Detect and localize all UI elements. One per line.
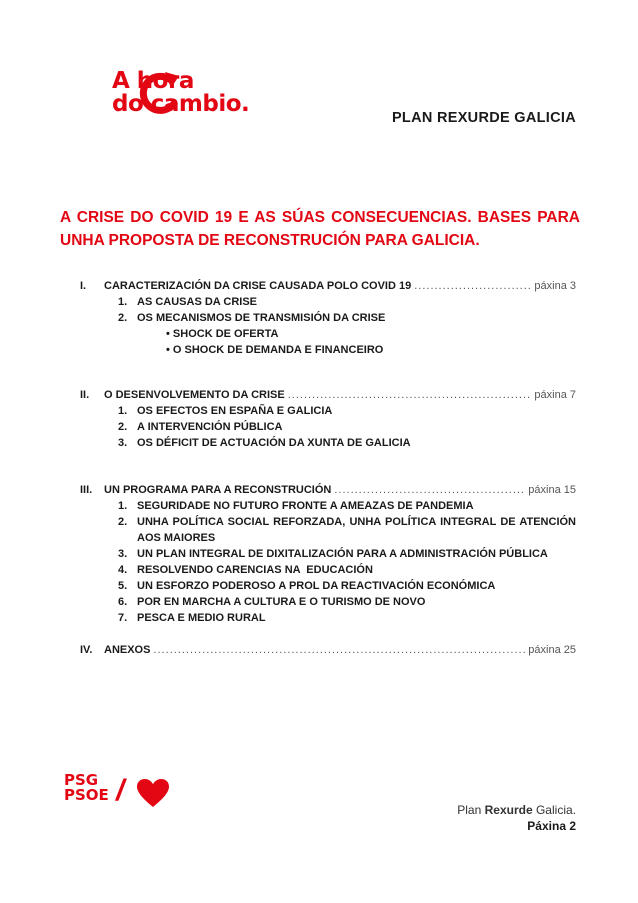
toc-item-label: AS CAUSAS DA CRISE <box>137 296 257 308</box>
toc-section-number: II. <box>80 389 90 401</box>
logo-line-2: do cambio. <box>112 91 250 117</box>
psg-psoe-logo <box>64 773 109 803</box>
toc-section-number: III. <box>80 484 93 496</box>
toc-item-number: 3. <box>118 437 128 449</box>
toc-item-number: 2. <box>118 421 128 433</box>
toc-item-label: OS MECANISMOS DE TRANSMISIÓN DA CRISE <box>137 312 386 324</box>
toc-item[interactable] <box>118 435 411 451</box>
toc-item[interactable] <box>118 562 373 578</box>
toc-item-number: 2. <box>118 312 128 324</box>
toc-section-label: ANEXOS <box>104 644 151 656</box>
party-line-1: PSG <box>64 771 99 789</box>
toc-item-number: 4. <box>118 564 128 576</box>
toc-item[interactable] <box>118 294 257 310</box>
heart-icon <box>136 778 170 808</box>
toc-item-number: 6. <box>118 596 128 608</box>
toc-leader-dots <box>334 482 525 498</box>
toc-section-number: I. <box>80 280 87 292</box>
toc-item[interactable] <box>118 514 576 546</box>
toc-item[interactable] <box>118 403 332 419</box>
toc-page-number: páxina 3 <box>534 280 576 292</box>
toc-section-label: UN PROGRAMA PARA A RECONSTRUCIÓN <box>104 484 332 496</box>
toc-item[interactable] <box>118 546 548 562</box>
plan-title: PLAN REXURDE GALICIA <box>391 110 576 126</box>
toc-page-number: páxina 15 <box>528 484 576 496</box>
toc-section-4[interactable] <box>80 642 576 658</box>
toc-leader-dots <box>288 387 532 403</box>
toc-item-number: 2. <box>118 516 128 528</box>
toc-item-label: POR EN MARCHA A CULTURA E O TURISMO DE NOVO <box>137 596 426 608</box>
toc-item-label: A INTERVENCIÓN PÚBLICA <box>137 421 283 433</box>
toc-item-number: 5. <box>118 580 128 592</box>
footer-brand <box>457 803 576 817</box>
toc-item-label: UN ESFORZO PODEROSO A PROL DA REACTIVACIÓN ECONÓMICA <box>137 580 496 592</box>
logo-wordmark <box>112 70 249 116</box>
toc-item[interactable] <box>118 419 282 435</box>
logo-slash: / <box>116 774 125 807</box>
toc-item-number: 1. <box>118 405 128 417</box>
toc-item[interactable] <box>118 578 495 594</box>
toc-item[interactable] <box>118 594 425 610</box>
toc-item[interactable] <box>118 610 266 626</box>
toc-section-number: IV. <box>80 644 93 656</box>
toc-item-label: UNHA POLÍTICA SOCIAL REFORZADA, UNHA POLÍTICA INTEGRAL DE ATENCIÓN AOS MAIORES <box>137 516 576 544</box>
footer-brand-bold: Rexurde <box>484 803 533 817</box>
toc-page-number: páxina 7 <box>534 389 576 401</box>
toc-item-label: SEGURIDADE NO FUTURO FRONTE A AMEAZAS DE PANDEMIA <box>137 500 474 512</box>
toc-leader-dots <box>153 642 525 658</box>
toc-section-3[interactable] <box>80 482 576 498</box>
footer-brand-prefix: Plan <box>457 803 485 817</box>
footer-brand-suffix: Galicia. <box>532 803 576 817</box>
toc-bullet[interactable]: • SHOCK DE OFERTA <box>166 328 279 340</box>
document-title: A CRISE DO COVID 19 E AS SÚAS CONSECUENCIAS. BASES PARA UNHA PROPOSTA DE RECONSTRUCIÓN PARA GALICIA. <box>60 209 580 249</box>
page-number: Páxina 2 <box>527 819 576 833</box>
logo-line-1: A hora <box>112 68 194 94</box>
toc-item[interactable] <box>118 310 385 326</box>
toc-leader-dots <box>414 278 531 294</box>
toc-item-label: UN PLAN INTEGRAL DE DIXITALIZACIÓN PARA A ADMINISTRACIÓN PÚBLICA <box>137 548 548 560</box>
toc-item-label: OS EFECTOS EN ESPAÑA E GALICIA <box>137 405 333 417</box>
toc-item-label: RESOLVENDO CARENCIAS NA EDUCACIÓN <box>137 564 373 576</box>
toc-item-label: PESCA E MEDIO RURAL <box>137 612 266 624</box>
toc-item[interactable] <box>118 498 474 514</box>
toc-section-label: CARACTERIZACIÓN DA CRISE CAUSADA POLO COVID 19 <box>104 280 412 292</box>
toc-section-2[interactable] <box>80 387 576 403</box>
toc-item-number: 1. <box>118 296 128 308</box>
toc-bullet[interactable]: • O SHOCK DE DEMANDA E FINANCEIRO <box>166 344 384 356</box>
party-line-2: PSOE <box>64 786 109 804</box>
toc-page-number: páxina 25 <box>528 644 576 656</box>
toc-item-label: OS DÉFICIT DE ACTUACIÓN DA XUNTA DE GALICIA <box>137 437 411 449</box>
toc-item-number: 3. <box>118 548 128 560</box>
toc-item-number: 7. <box>118 612 128 624</box>
toc-section-1[interactable] <box>80 278 576 294</box>
toc-item-number: 1. <box>118 500 128 512</box>
toc-section-label: O DESENVOLVEMENTO DA CRISE <box>104 389 285 401</box>
